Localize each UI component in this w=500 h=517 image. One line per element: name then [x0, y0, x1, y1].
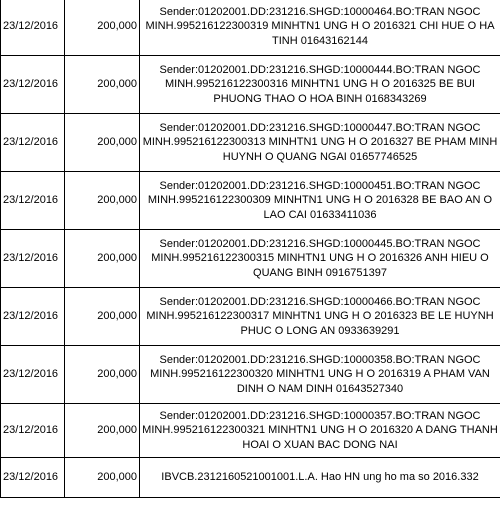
- transaction-amount: 200,000: [65, 56, 140, 114]
- transaction-amount: 200,000: [65, 114, 140, 172]
- transaction-amount: 200,000: [65, 172, 140, 230]
- transaction-amount: 200,000: [65, 346, 140, 404]
- transaction-description: Sender:01202001.DD:231216.SHGD:10000464.BO:TRAN NGOC MINH.995216122300319 MINHTN1 UNG H O 2016321 CHI HUE O HA TINH 01643162144: [140, 0, 500, 56]
- table-row: [1, 172, 500, 230]
- table-row: [1, 114, 500, 172]
- transaction-table-body: [1, 0, 500, 498]
- table-row: [1, 458, 500, 498]
- transaction-description: Sender:01202001.DD:231216.SHGD:10000357.BO:TRAN NGOC MINH.995216122300321 MINHTN1 UNG H O 2016320 A DANG THANH HOAI O XUAN BAC DONG NAI: [140, 404, 500, 458]
- table-row: [1, 56, 500, 114]
- table-row: [1, 230, 500, 288]
- transaction-date: 23/12/2016: [1, 288, 65, 346]
- table-row: [1, 346, 500, 404]
- table-row: [1, 404, 500, 458]
- transaction-date: 23/12/2016: [1, 230, 65, 288]
- transaction-description: Sender:01202001.DD:231216.SHGD:10000444.BO:TRAN NGOC MINH.995216122300316 MINHTN1 UNG H O 2016325 BE BUI PHUONG THAO O HOA BINH 0168343269: [140, 56, 500, 114]
- table-row: [1, 0, 500, 56]
- transaction-amount: 200,000: [65, 0, 140, 56]
- transaction-amount: 200,000: [65, 230, 140, 288]
- transaction-description: Sender:01202001.DD:231216.SHGD:10000445.BO:TRAN NGOC MINH.995216122300315 MINHTN1 UNG H O 2016326 ANH HIEU O QUANG BINH 0916751397: [140, 230, 500, 288]
- transaction-date: 23/12/2016: [1, 172, 65, 230]
- transaction-date: 23/12/2016: [1, 56, 65, 114]
- transaction-amount: 200,000: [65, 288, 140, 346]
- transaction-date: 23/12/2016: [1, 114, 65, 172]
- transaction-date: 23/12/2016: [1, 458, 65, 498]
- transaction-description: IBVCB.2312160521001001.L.A. Hao HN ung ho ma so 2016.332: [140, 458, 500, 498]
- transaction-description: Sender:01202001.DD:231216.SHGD:10000451.BO:TRAN NGOC MINH.995216122300309 MINHTN1 UNG H O 2016328 BE BAO AN O LAO CAI 01633411036: [140, 172, 500, 230]
- table-row: [1, 288, 500, 346]
- transaction-date: 23/12/2016: [1, 346, 65, 404]
- transaction-description: Sender:01202001.DD:231216.SHGD:10000358.BO:TRAN NGOC MINH.995216122300320 MINHTN1 UNG H O 2016319 A PHAM VAN DINH O NAM DINH 01643527340: [140, 346, 500, 404]
- transaction-description: Sender:01202001.DD:231216.SHGD:10000447.BO:TRAN NGOC MINH.995216122300313 MINHTN1 UNG H O 2016327 BE PHAM MINH HUYNH O QUANG NGAI 01657746525: [140, 114, 500, 172]
- transaction-date: 23/12/2016: [1, 404, 65, 458]
- transaction-amount: 200,000: [65, 404, 140, 458]
- transaction-description: Sender:01202001.DD:231216.SHGD:10000466.BO:TRAN NGOC MINH.995216122300317 MINHTN1 UNG H O 2016323 BE LE HUYNH PHUC O LONG AN 0933639291: [140, 288, 500, 346]
- transaction-amount: 200,000: [65, 458, 140, 498]
- transaction-date: 23/12/2016: [1, 0, 65, 56]
